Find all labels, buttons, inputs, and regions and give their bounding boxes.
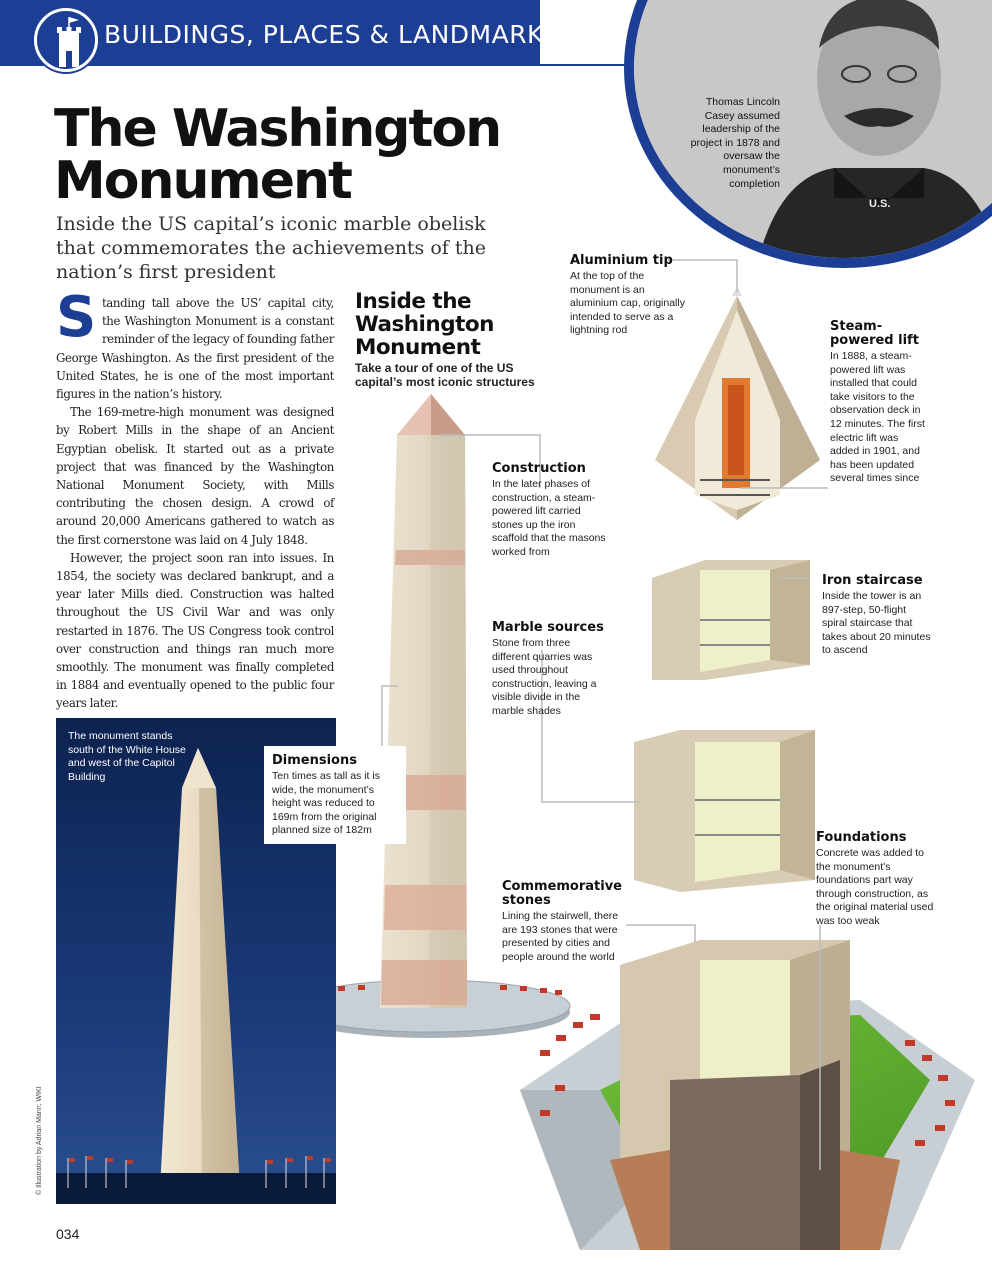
callout-heading: Aluminium tip	[570, 253, 673, 268]
portrait-caption: Thomas Lincoln Casey assumed leadership of the project in 1878 and oversaw the monument’s completion	[690, 96, 780, 190]
callout-marble-sources	[492, 621, 604, 719]
callout-iron-staircase	[822, 574, 934, 658]
callout-text: At the top of the monument is an aluminium cap, originally intended to serve as a lightning rod	[570, 270, 685, 337]
callout-text: In the later phases of construction, a steam-powered lift carried stones up the iron scaffold that the masons worked from	[492, 478, 606, 558]
callout-heading: Iron staircase	[822, 573, 923, 588]
staircase-section-medium	[634, 730, 815, 892]
callout-heading: Steam-powered lift	[830, 319, 919, 348]
callout-heading: Marble sources	[492, 620, 604, 635]
callout-steam-lift	[830, 320, 930, 486]
callout-text: Lining the stairwell, there are 193 stones that were presented by cities and people around the world	[502, 910, 619, 963]
section-title: BUILDINGS, PLACES & LANDMARKS	[104, 20, 561, 49]
page-subtitle: Inside the US capital’s iconic marble obelisk that commemorates the achievements of the nation’s first president	[56, 213, 486, 283]
paragraph-1-text: tanding tall above the US’ capital city, the Washington Monument is a constant reminder of the legacy of founding father George Washington. As the first president of the United States, he is one of the most important figures in the nation’s history.	[56, 296, 334, 402]
callout-heading: Construction	[492, 461, 586, 476]
callout-foundations	[816, 831, 934, 929]
callout-text: Ten times as tall as it is wide, the monument’s height was reduced to 169m from the original planned size of 182m	[272, 770, 380, 837]
callout-dimensions	[264, 746, 406, 844]
foundation-cutaway	[520, 940, 975, 1250]
callout-commemorative-stones	[502, 880, 630, 964]
paragraph-2: The 169-metre-high monument was designed by Robert Mills in the shape of an Ancient Egyptian obelisk. It started out as a private project that was financed by the Washington National Monument Society, with Mills contributing the chosen design. A crowd of around 20,000 Americans gathered to watch as the first cornerstone was laid on 4 July 1848.	[56, 405, 334, 547]
callout-heading: Foundations	[816, 830, 907, 845]
callout-construction	[492, 462, 607, 560]
photo-caption: The monument stands south of the White House and west of the Capitol Building	[68, 730, 186, 783]
page-number: 034	[56, 1226, 80, 1242]
callout-aluminium-tip	[570, 254, 690, 338]
callout-text: Inside the tower is an 897-step, 50-flight spiral staircase that takes about 20 minutes to ascend	[822, 590, 931, 657]
page-title: The Washington Monument	[54, 99, 501, 211]
drop-cap: S	[56, 285, 96, 350]
paragraph-3: However, the project soon ran into issues. In 1854, the society was declared bankrupt, and a year later Mills died. Construction was halted throughout the US Civil War and was only restarted in 1876. The US Congress took control over construction and things ran much more smoothly. The monument was finally completed in 1884 and eventually opened to the public four years later.	[56, 550, 334, 711]
callout-text: In 1888, a steam-powered lift was installed that could take visitors to the observation deck in 12 minutes. The first electric lift was added in 1901, and has been updated several times since	[830, 350, 925, 485]
infographic-title: Inside the Washington Monument	[355, 289, 494, 360]
callout-heading: Commemorative stones	[502, 879, 623, 908]
callout-heading: Dimensions	[272, 753, 357, 768]
article-body	[56, 285, 334, 713]
callout-text: Concrete was added to the monument’s foundations part way through construction, as the original material used was too weak	[816, 847, 934, 927]
infographic-subtitle: Take a tour of one of the US capital’s most iconic structures	[355, 361, 535, 389]
collar-insignia: U.S.	[869, 198, 891, 210]
paragraph-1	[56, 285, 334, 403]
image-credit: © Illustration by Adrian Mann; WIKI	[36, 1086, 43, 1195]
callout-text: Stone from three different quarries was used throughout construction, leaving a visible divide in the marble shades	[492, 637, 597, 717]
castle-tower-icon	[34, 8, 98, 72]
